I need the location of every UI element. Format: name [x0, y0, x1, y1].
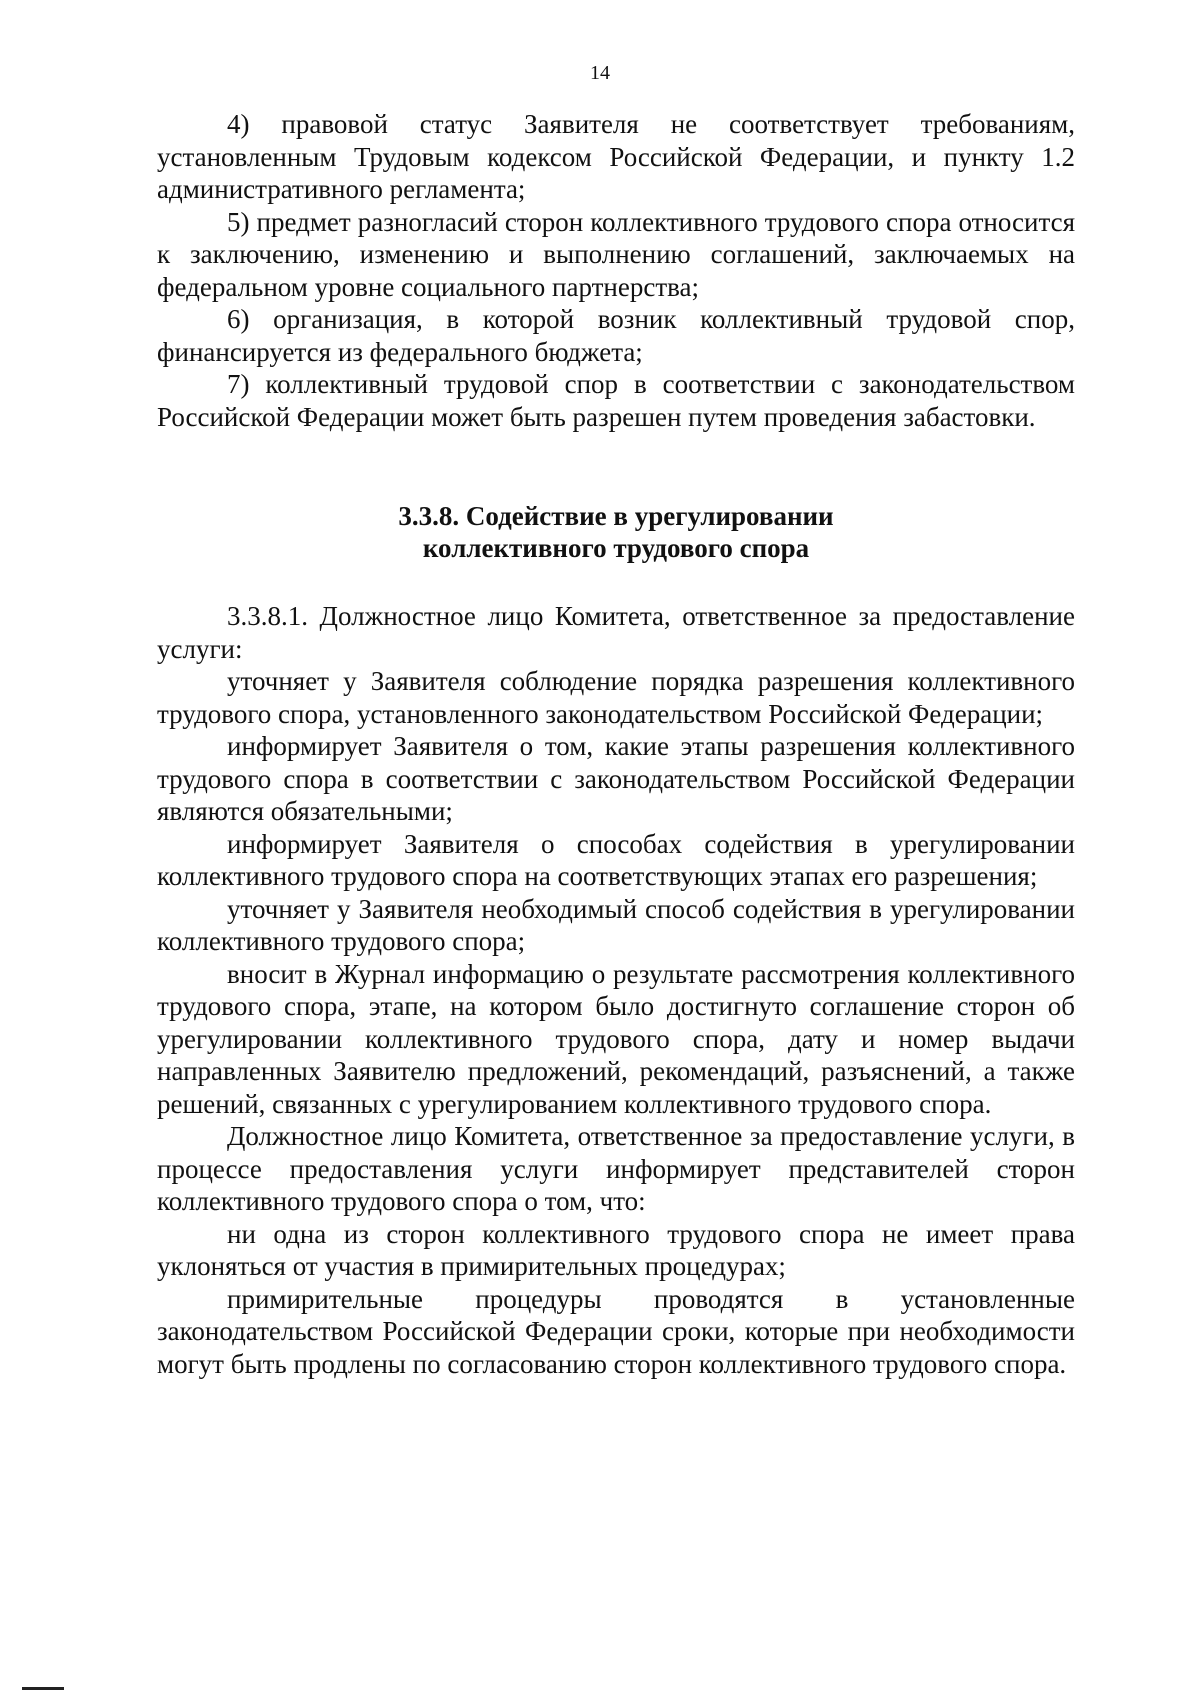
section-heading-line-1: 3.3.8. Содействие в урегулировании	[398, 501, 834, 531]
paragraph-item-6: 6) организация, в которой возник коллективный трудовой спор, финансируется из федерального бюджета;	[157, 304, 1075, 367]
paragraph-item-5: 5) предмет разногласий сторон коллективного трудового спора относится к заключению, изменению и выполнению соглашений, заключаемых на федеральном уровне социального партнерства;	[157, 206, 1075, 302]
page-number: 14	[590, 62, 610, 84]
paragraph-clarifies-method: уточняет у Заявителя необходимый способ содействия в урегулировании коллективного трудового спора;	[157, 893, 1075, 956]
section-heading	[157, 500, 1075, 564]
paragraph-time-limits: примирительные процедуры проводятся в установленные законодательством Российской Федерации сроки, которые при необходимости могут быть продлены по согласованию сторон коллективного трудового спора.	[157, 1283, 1075, 1379]
paragraph-informs-methods: информирует Заявителя о способах содействия в урегулировании коллективного трудового спора на соответствующих этапах его разрешения;	[157, 828, 1075, 891]
paragraph-no-evasion: ни одна из сторон коллективного трудового спора не имеет права уклоняться от участия в примирительных процедурах;	[157, 1218, 1075, 1281]
top-paragraphs	[157, 108, 1075, 433]
section-body	[157, 600, 1075, 1380]
paragraph-official-informs: Должностное лицо Комитета, ответственное за предоставление услуги, в процессе предоставления услуги информирует представителей сторон коллективного трудового спора о том, что:	[157, 1121, 1075, 1216]
paragraph-item-4: 4) правовой статус Заявителя не соответствует требованиям, установленным Трудовым кодексом Российской Федерации, и пункту 1.2 административного регламента;	[157, 109, 1075, 204]
section-heading-line-2: коллективного трудового спора	[422, 533, 810, 563]
paragraph-journal-entry: вносит в Журнал информацию о результате рассмотрения коллективного трудового спора, этапе, на котором было достигнуто соглашение сторон об урегулировании коллективного трудового спора, дату и номер выдачи направленных Заявителю предложений, рекомендаций, разъяснений, а также решений, связанных с урегулированием коллективного трудового спора.	[157, 958, 1075, 1119]
paragraph-informs-stages: информирует Заявителя о том, какие этапы разрешения коллективного трудового спора в соответствии с законодательством Российской Федерации являются обязательными;	[157, 731, 1075, 826]
scan-edge-mark	[22, 1687, 64, 1690]
paragraph-item-7: 7) коллективный трудовой спор в соответствии с законодательством Российской Федерации может быть разрешен путем проведения забастовки.	[157, 369, 1075, 432]
paragraph-clarifies-procedure: уточняет у Заявителя соблюдение порядка разрешения коллективного трудового спора, установленного законодательством Российской Федерации;	[157, 666, 1075, 729]
paragraph-3381: 3.3.8.1. Должностное лицо Комитета, ответственное за предоставление услуги:	[157, 601, 1075, 664]
